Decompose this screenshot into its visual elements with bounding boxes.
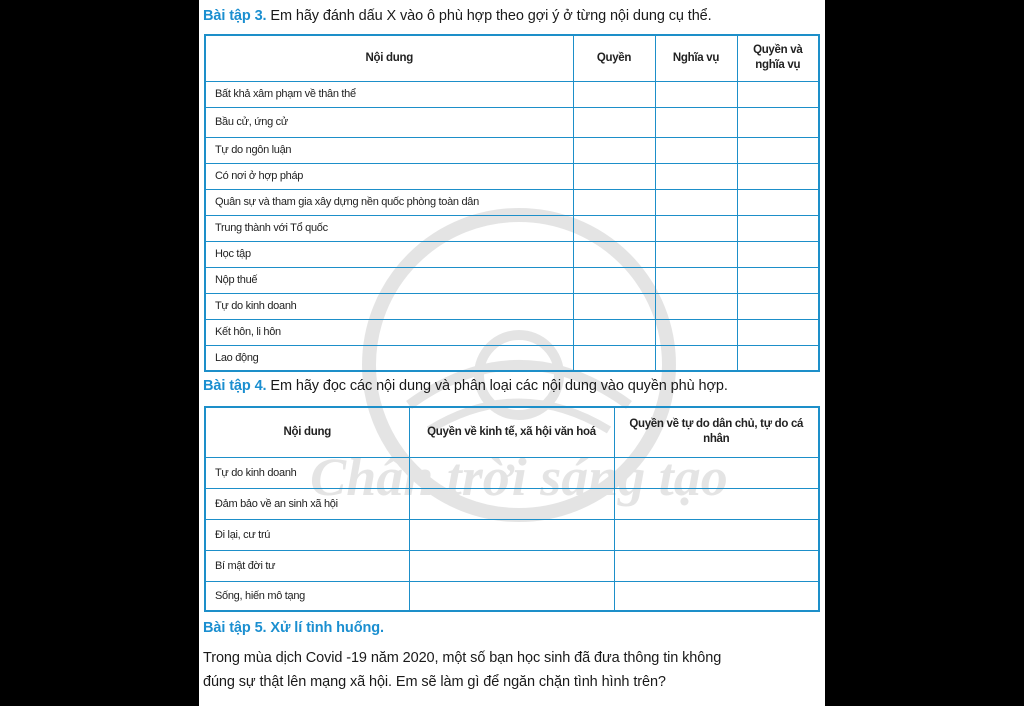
header-rights: Quyền	[573, 35, 655, 81]
row-label: Trung thành với Tổ quốc	[205, 215, 573, 241]
row-label: Sống, hiến mô tạng	[205, 581, 409, 611]
checkbox-cell[interactable]	[737, 137, 819, 163]
checkbox-cell[interactable]	[573, 293, 655, 319]
row-label: Nộp thuế	[205, 267, 573, 293]
checkbox-cell[interactable]	[737, 319, 819, 345]
table-row	[205, 107, 819, 137]
header-democratic-personal-freedom-rights: Quyền về tự do dân chủ, tự do cá nhân	[614, 407, 819, 457]
answer-cell[interactable]	[614, 488, 819, 519]
checkbox-cell[interactable]	[573, 241, 655, 267]
header-duties: Nghĩa vụ	[655, 35, 737, 81]
answer-cell[interactable]	[614, 457, 819, 488]
checkbox-cell[interactable]	[655, 107, 737, 137]
header-economic-social-cultural-rights: Quyền về kinh tế, xã hội văn hoá	[409, 407, 614, 457]
exercise-3-instruction: Em hãy đánh dấu X vào ô phù hợp theo gợi ý ở từng nội dung cụ thể.	[266, 8, 712, 24]
answer-cell[interactable]	[409, 581, 614, 611]
paragraph-line: Trong mùa dịch Covid -19 năm 2020, một số bạn học sinh đã đưa thông tin không	[203, 650, 722, 666]
checkbox-cell[interactable]	[655, 189, 737, 215]
row-label: Lao động	[205, 345, 573, 371]
exercise-5-paragraph	[203, 646, 823, 694]
rights-duties-table	[204, 34, 820, 372]
textbook-page	[199, 0, 825, 706]
checkbox-cell[interactable]	[737, 345, 819, 371]
table-row	[205, 581, 819, 611]
checkbox-cell[interactable]	[573, 189, 655, 215]
answer-cell[interactable]	[614, 519, 819, 550]
checkbox-cell[interactable]	[737, 293, 819, 319]
checkbox-cell[interactable]	[573, 81, 655, 107]
row-label: Tự do ngôn luận	[205, 137, 573, 163]
row-label: Bí mật đời tư	[205, 550, 409, 581]
row-label: Đi lại, cư trú	[205, 519, 409, 550]
checkbox-cell[interactable]	[737, 241, 819, 267]
row-label: Đảm bảo về an sinh xã hội	[205, 488, 409, 519]
row-label: Tự do kinh doanh	[205, 457, 409, 488]
checkbox-cell[interactable]	[655, 319, 737, 345]
answer-cell[interactable]	[409, 550, 614, 581]
row-label: Tự do kinh doanh	[205, 293, 573, 319]
table-row	[205, 81, 819, 107]
checkbox-cell[interactable]	[655, 137, 737, 163]
checkbox-cell[interactable]	[573, 107, 655, 137]
table-header-row	[205, 35, 819, 81]
checkbox-cell[interactable]	[655, 81, 737, 107]
checkbox-cell[interactable]	[737, 107, 819, 137]
checkbox-cell[interactable]	[737, 267, 819, 293]
checkbox-cell[interactable]	[573, 267, 655, 293]
table-row	[205, 267, 819, 293]
row-label: Bầu cử, ứng cử	[205, 107, 573, 137]
table-row	[205, 241, 819, 267]
checkbox-cell[interactable]	[573, 137, 655, 163]
exercise-4-label: Bài tập 4.	[203, 378, 267, 394]
row-label: Bất khả xâm phạm về thân thể	[205, 81, 573, 107]
answer-cell[interactable]	[409, 488, 614, 519]
checkbox-cell[interactable]	[655, 215, 737, 241]
table-header-row	[205, 407, 819, 457]
table-row	[205, 215, 819, 241]
checkbox-cell[interactable]	[573, 319, 655, 345]
watermark-text: Chân trời sáng tạo	[310, 447, 728, 507]
table-row	[205, 519, 819, 550]
checkbox-cell[interactable]	[655, 293, 737, 319]
row-label: Quân sự và tham gia xây dựng nền quốc phòng toàn dân	[205, 189, 573, 215]
row-label: Kết hôn, li hôn	[205, 319, 573, 345]
checkbox-cell[interactable]	[737, 189, 819, 215]
exercise-3-label: Bài tập 3.	[203, 8, 267, 24]
checkbox-cell[interactable]	[737, 81, 819, 107]
answer-cell[interactable]	[409, 519, 614, 550]
checkbox-cell[interactable]	[655, 345, 737, 371]
checkbox-cell[interactable]	[655, 163, 737, 189]
row-label: Học tập	[205, 241, 573, 267]
exercise-5-heading	[203, 620, 384, 636]
exercise-3-heading	[203, 8, 712, 24]
checkbox-cell[interactable]	[573, 345, 655, 371]
exercise-4-instruction: Em hãy đọc các nội dung và phân loại các nội dung vào quyền phù hợp.	[266, 378, 728, 394]
table-row	[205, 319, 819, 345]
checkbox-cell[interactable]	[737, 215, 819, 241]
answer-cell[interactable]	[409, 457, 614, 488]
header-rights-and-duties: Quyền và nghĩa vụ	[737, 35, 819, 81]
table-row	[205, 163, 819, 189]
exercise-4-heading	[203, 378, 728, 394]
checkbox-cell[interactable]	[573, 163, 655, 189]
table-row	[205, 550, 819, 581]
checkbox-cell[interactable]	[655, 267, 737, 293]
table-row	[205, 137, 819, 163]
rights-classification-table	[204, 406, 820, 612]
exercise-5-label: Bài tập 5. Xử lí tình huống.	[203, 620, 384, 636]
table-row	[205, 345, 819, 371]
table-row	[205, 488, 819, 519]
checkbox-cell[interactable]	[737, 163, 819, 189]
header-content: Nội dung	[205, 407, 409, 457]
table-row	[205, 293, 819, 319]
header-content: Nội dung	[205, 35, 573, 81]
table-row	[205, 189, 819, 215]
checkbox-cell[interactable]	[573, 215, 655, 241]
answer-cell[interactable]	[614, 550, 819, 581]
answer-cell[interactable]	[614, 581, 819, 611]
row-label: Có nơi ở hợp pháp	[205, 163, 573, 189]
checkbox-cell[interactable]	[655, 241, 737, 267]
table-row	[205, 457, 819, 488]
paragraph-line: đúng sự thật lên mạng xã hội. Em sẽ làm gì để ngăn chặn tình hình trên?	[203, 674, 666, 690]
